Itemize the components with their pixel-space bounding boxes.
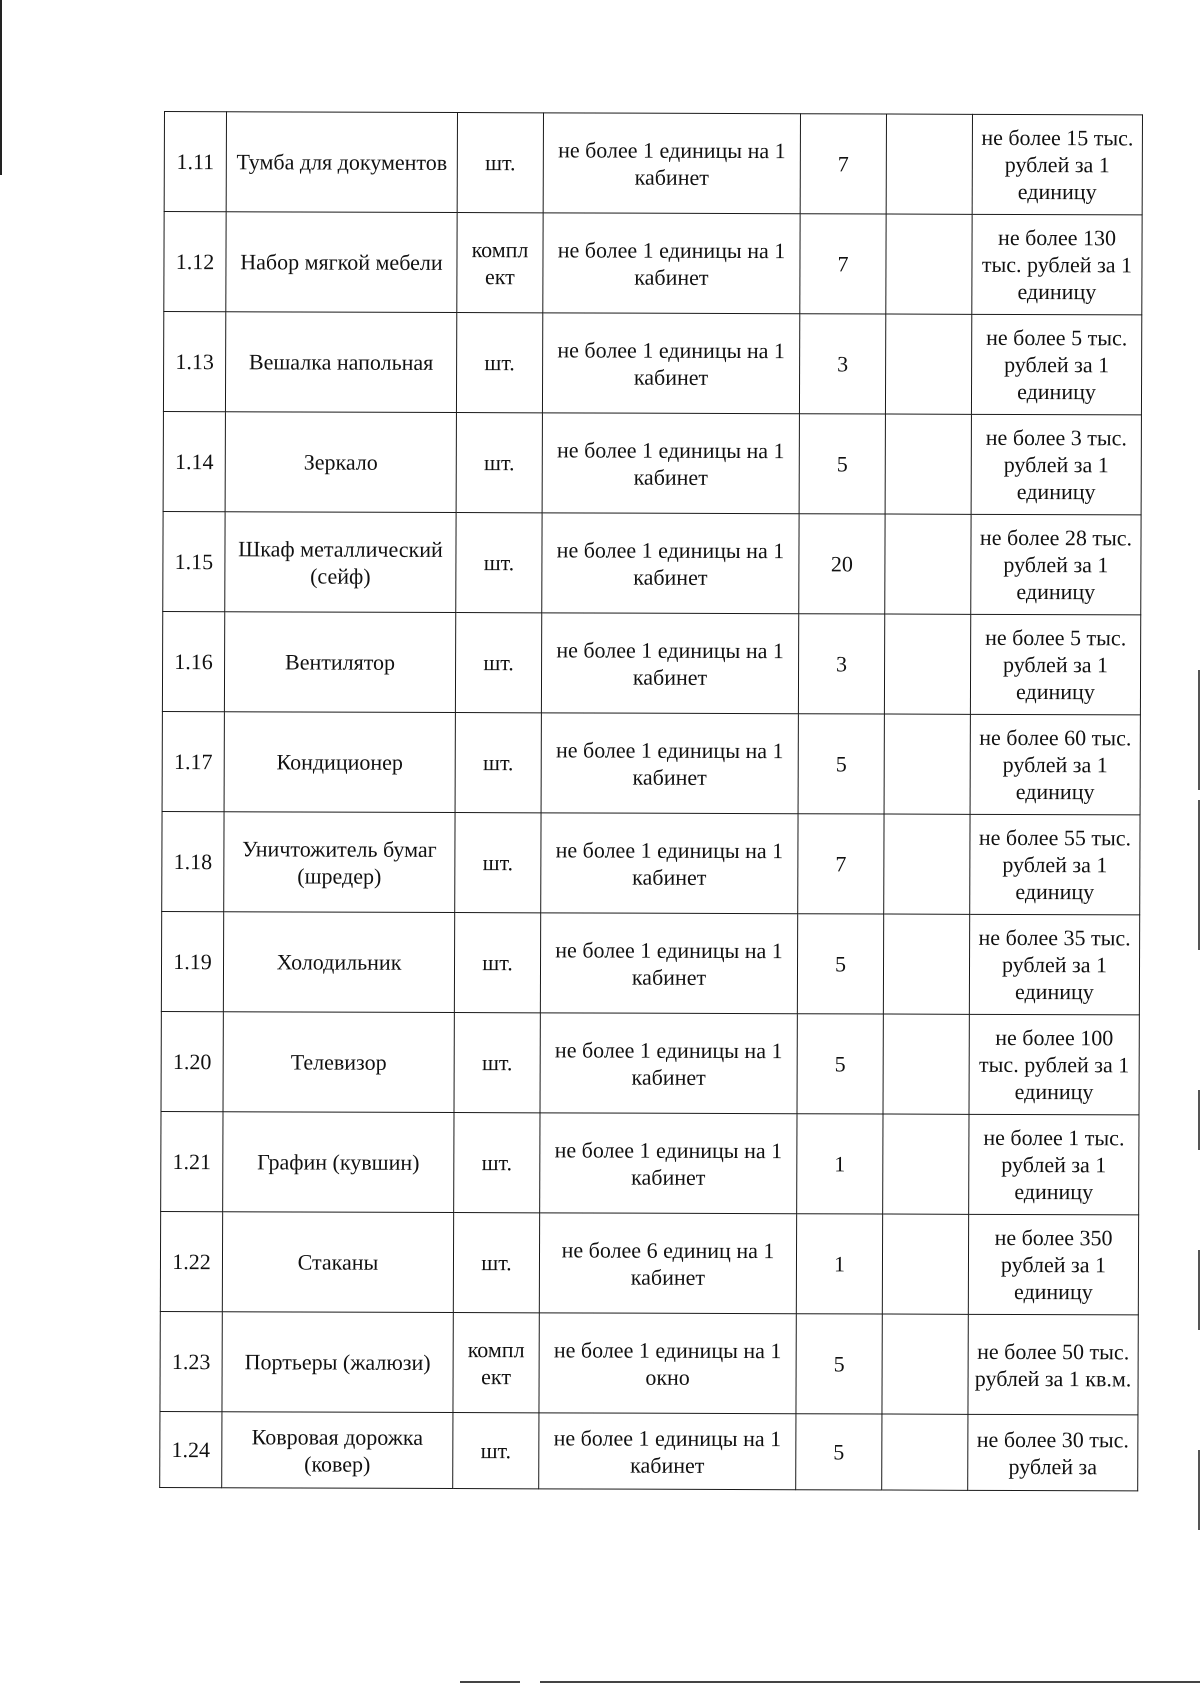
equipment-norms-table <box>159 111 1143 1491</box>
price-limit: не более 28 тыс. рублей за 1 единицу <box>971 514 1141 615</box>
quantity-norm: не более 1 единицы на 1 окно <box>539 1313 796 1414</box>
table-row <box>162 811 1140 914</box>
empty-cell <box>884 614 970 714</box>
unit-of-measure: шт. <box>457 113 543 213</box>
unit-of-measure: шт. <box>453 1413 539 1489</box>
scan-edge-line <box>0 0 2 175</box>
scan-edge-line <box>540 1681 1200 1683</box>
empty-cell <box>883 914 969 1014</box>
unit-of-measure: шт. <box>455 613 541 713</box>
unit-of-measure: шт. <box>456 313 542 413</box>
row-number: 1.14 <box>163 411 225 511</box>
row-number: 1.11 <box>164 112 226 212</box>
unit-of-measure: шт. <box>454 1113 540 1213</box>
item-name: Телевизор <box>223 1012 454 1113</box>
price-limit: не более 35 тыс. рублей за 1 единицу <box>969 914 1139 1015</box>
empty-cell <box>886 214 972 314</box>
price-limit: не более 60 тыс. рублей за 1 единицу <box>970 714 1140 815</box>
price-limit: не более 1 тыс. рублей за 1 единицу <box>969 1114 1139 1215</box>
quantity-norm: не более 1 единицы на 1 кабинет <box>542 513 799 614</box>
table-row <box>163 511 1141 614</box>
price-limit: не более 50 тыс. рублей за 1 кв.м. <box>968 1314 1138 1415</box>
item-name: Зеркало <box>225 412 456 513</box>
price-limit: не более 55 тыс. рублей за 1 единицу <box>970 814 1140 915</box>
table-row <box>162 611 1140 714</box>
unit-of-measure: шт. <box>456 413 542 513</box>
table-row <box>162 711 1140 814</box>
item-quantity: 1 <box>797 1114 883 1214</box>
item-name: Стаканы <box>222 1212 453 1313</box>
quantity-norm: не более 6 единиц на 1 кабинет <box>539 1213 796 1314</box>
table-row <box>160 1311 1138 1414</box>
table-row <box>163 411 1141 514</box>
empty-cell <box>885 314 971 414</box>
table-row <box>163 312 1141 415</box>
unit-of-measure: компл ект <box>453 1313 539 1413</box>
price-limit: не более 5 тыс. рублей за 1 единицу <box>971 314 1141 415</box>
empty-cell <box>883 1114 969 1214</box>
item-quantity: 20 <box>799 514 885 614</box>
unit-of-measure: шт. <box>453 1213 539 1313</box>
item-quantity: 5 <box>798 714 884 814</box>
empty-cell <box>882 1314 968 1414</box>
empty-cell <box>886 114 972 214</box>
unit-of-measure: шт. <box>456 513 542 613</box>
table-row <box>164 112 1142 215</box>
item-quantity: 7 <box>798 814 884 914</box>
item-name: Набор мягкой мебели <box>226 212 457 313</box>
empty-cell <box>885 414 971 514</box>
table-row <box>161 911 1139 1014</box>
unit-of-measure: компл ект <box>457 213 543 313</box>
row-number: 1.23 <box>160 1311 222 1411</box>
empty-cell <box>884 814 970 914</box>
quantity-norm: не более 1 единицы на 1 кабинет <box>543 213 800 314</box>
unit-of-measure: шт. <box>455 713 541 813</box>
item-quantity: 5 <box>796 1414 882 1490</box>
quantity-norm: не более 1 единицы на 1 кабинет <box>541 713 798 814</box>
price-limit: не более 130 тыс. рублей за 1 единицу <box>972 214 1142 315</box>
quantity-norm: не более 1 единицы на 1 кабинет <box>540 1013 797 1114</box>
quantity-norm: не более 1 единицы на 1 кабинет <box>540 913 797 1014</box>
price-limit: не более 100 тыс. рублей за 1 единицу <box>969 1014 1139 1115</box>
empty-cell <box>884 714 970 814</box>
item-quantity: 5 <box>796 1314 882 1414</box>
item-name: Тумба для документов <box>226 112 457 213</box>
table-body <box>160 112 1143 1491</box>
item-quantity: 5 <box>797 1014 883 1114</box>
item-name: Кондиционер <box>224 712 455 813</box>
price-limit: не более 3 тыс. рублей за 1 единицу <box>971 414 1141 515</box>
row-number: 1.22 <box>160 1211 222 1311</box>
row-number: 1.21 <box>161 1111 223 1211</box>
empty-cell <box>885 514 971 614</box>
item-name: Графин (кувшин) <box>223 1112 454 1213</box>
item-name: Ковровая дорожка (ковер) <box>222 1412 453 1489</box>
empty-cell <box>882 1214 968 1314</box>
price-limit: не более 15 тыс. рублей за 1 единицу <box>972 114 1142 215</box>
quantity-norm: не более 1 единицы на 1 кабинет <box>540 1113 797 1214</box>
row-number: 1.18 <box>162 811 224 911</box>
row-number: 1.24 <box>160 1411 222 1487</box>
table-row <box>161 1111 1139 1214</box>
quantity-norm: не более 1 единицы на 1 кабинет <box>542 413 799 514</box>
table-row <box>160 1411 1138 1490</box>
item-quantity: 5 <box>799 414 885 514</box>
row-number: 1.13 <box>163 312 225 412</box>
quantity-norm: не более 1 единицы на 1 кабинет <box>543 113 800 214</box>
row-number: 1.15 <box>163 511 225 611</box>
row-number: 1.17 <box>162 711 224 811</box>
item-name: Вентилятор <box>224 612 455 713</box>
unit-of-measure: шт. <box>455 813 541 913</box>
price-limit: не более 30 тыс. рублей за <box>968 1414 1138 1491</box>
item-name: Холодильник <box>223 912 454 1013</box>
item-name: Портьеры (жалюзи) <box>222 1312 453 1413</box>
item-quantity: 7 <box>800 114 886 214</box>
price-limit: не более 350 рублей за 1 единицу <box>968 1214 1138 1315</box>
quantity-norm: не более 1 единицы на 1 кабинет <box>542 313 799 414</box>
quantity-norm: не более 1 единицы на 1 кабинет <box>541 813 798 914</box>
price-limit: не более 5 тыс. рублей за 1 единицу <box>970 614 1140 715</box>
unit-of-measure: шт. <box>454 913 540 1013</box>
empty-cell <box>882 1414 968 1490</box>
table-row <box>164 212 1142 315</box>
item-name: Вешалка напольная <box>225 312 456 413</box>
item-name: Шкаф металлический (сейф) <box>225 512 456 613</box>
item-quantity: 5 <box>797 914 883 1014</box>
row-number: 1.19 <box>161 911 223 1011</box>
item-quantity: 3 <box>798 614 884 714</box>
row-number: 1.16 <box>162 611 224 711</box>
quantity-norm: не более 1 единицы на 1 кабинет <box>539 1413 796 1490</box>
item-name: Уничтожитель бумаг (шредер) <box>224 812 455 913</box>
unit-of-measure: шт. <box>454 1013 540 1113</box>
quantity-norm: не более 1 единицы на 1 кабинет <box>541 613 798 714</box>
item-quantity: 7 <box>800 214 886 314</box>
row-number: 1.20 <box>161 1011 223 1111</box>
table-row <box>160 1211 1138 1314</box>
row-number: 1.12 <box>164 212 226 312</box>
table-row <box>161 1011 1139 1114</box>
item-quantity: 1 <box>796 1214 882 1314</box>
scan-edge-line <box>460 1681 520 1683</box>
item-quantity: 3 <box>799 314 885 414</box>
empty-cell <box>883 1014 969 1114</box>
